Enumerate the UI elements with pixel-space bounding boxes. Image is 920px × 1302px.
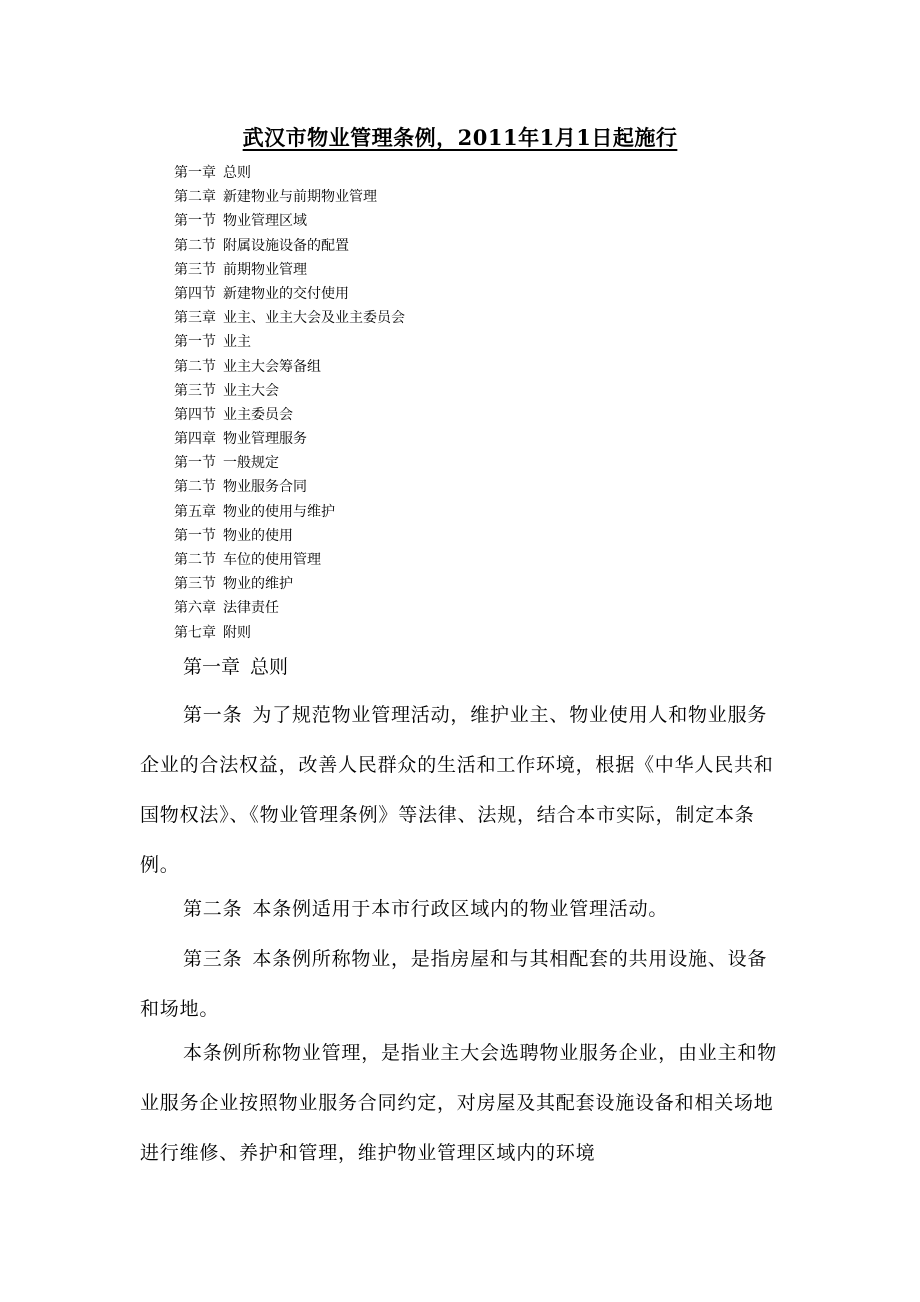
toc-item-number: 第六章 [174, 600, 216, 617]
toc-item-number: 第三节 [174, 576, 216, 593]
toc-item [174, 548, 405, 572]
table-of-contents [174, 161, 405, 645]
article-paragraph [140, 884, 780, 934]
chapter-heading [183, 652, 288, 682]
toc-item [174, 403, 405, 427]
article-label: 第一条 [183, 704, 243, 726]
article-paragraph [140, 690, 780, 890]
toc-item-number: 第四节 [174, 285, 216, 302]
toc-item [174, 500, 405, 524]
toc-item-text: 业主、业主大会及业主委员会 [223, 310, 405, 327]
toc-item-text: 法律责任 [223, 600, 279, 617]
toc-item [174, 596, 405, 620]
toc-item-text: 一般规定 [223, 455, 279, 472]
article-label: 第二条 [183, 898, 243, 920]
toc-item-number: 第一节 [174, 527, 216, 544]
toc-item-text: 物业的维护 [223, 576, 293, 593]
article-text: 本条例所称物业，是指房屋和与其相配套的共用设施、设备和场地。 [140, 948, 768, 1020]
toc-item-number: 第二节 [174, 552, 216, 568]
toc-item [174, 330, 405, 354]
toc-item [174, 234, 405, 258]
article-label: 第三条 [183, 948, 243, 970]
toc-item [174, 427, 405, 451]
toc-item-number: 第二节 [174, 479, 216, 496]
article-paragraph [140, 934, 780, 1034]
article-text: 本条例适用于本市行政区域内的物业管理活动。 [252, 898, 669, 920]
toc-item [174, 572, 405, 596]
toc-item-number: 第三节 [174, 382, 216, 399]
toc-item-text: 新建物业的交付使用 [223, 285, 349, 302]
toc-item-number: 第三节 [174, 261, 216, 278]
toc-item [174, 379, 405, 403]
toc-item-number: 第一章 [174, 165, 216, 181]
toc-item-number: 第一节 [174, 455, 216, 472]
toc-item [174, 355, 405, 379]
toc-item-number: 第一节 [174, 213, 216, 230]
toc-item [174, 209, 405, 233]
toc-item-text: 新建物业与前期物业管理 [223, 189, 377, 206]
toc-item-number: 第二节 [174, 237, 216, 254]
toc-item [174, 185, 405, 209]
toc-item-text: 附属设施设备的配置 [223, 237, 349, 254]
toc-item-text: 业主委员会 [223, 406, 293, 423]
toc-item [174, 475, 405, 499]
toc-item-text: 业主大会筹备组 [223, 358, 321, 375]
toc-item-number: 第七章 [174, 624, 216, 641]
toc-item-number: 第一节 [174, 334, 216, 351]
toc-item [174, 282, 405, 306]
toc-item [174, 524, 405, 548]
toc-item-text: 物业的使用 [223, 527, 293, 544]
toc-item-text: 物业服务合同 [223, 479, 307, 496]
toc-item-text: 物业管理区域 [223, 213, 307, 230]
toc-item-number: 第五章 [174, 503, 216, 520]
document-title: 武汉市物业管理条例，2011年1月1日起施行 [242, 125, 678, 150]
toc-item [174, 161, 405, 185]
toc-item [174, 451, 405, 475]
toc-item-number: 第二章 [174, 189, 216, 206]
toc-item-number: 第四章 [174, 431, 216, 448]
toc-item-text: 总则 [223, 165, 251, 181]
chapter-number: 第一章 [183, 656, 241, 678]
toc-item [174, 258, 405, 282]
toc-item [174, 621, 405, 645]
toc-item [174, 306, 405, 330]
continuation-paragraph: 本条例所称物业管理，是指业主大会选聘物业服务企业，由业主和物业服务企业按照物业服务合同约定，对房屋及其配套设施设备和相关场地进行维修、养护和管理，维护物业管理区域内的环境 [140, 1042, 778, 1164]
chapter-title: 总则 [250, 656, 289, 678]
toc-item-text: 业主大会 [223, 382, 279, 399]
toc-item-text: 前期物业管理 [223, 261, 307, 278]
toc-item-number: 第二节 [174, 358, 216, 375]
toc-item-text: 业主 [223, 334, 251, 351]
toc-item-text: 附则 [223, 624, 251, 641]
toc-item-text: 物业管理服务 [223, 431, 307, 448]
article-text: 为了规范物业管理活动，维护业主、物业使用人和物业服务企业的合法权益，改善人民群众的生活和工作环境，根据《中华人民共和国物权法》、《物业管理条例》等法律、法规，结合本市实际，制定本条例。 [140, 704, 774, 876]
toc-item-text: 车位的使用管理 [223, 552, 321, 568]
toc-item-text: 物业的使用与维护 [223, 503, 335, 520]
toc-item-number: 第三章 [174, 310, 216, 327]
toc-item-number: 第四节 [174, 406, 216, 423]
